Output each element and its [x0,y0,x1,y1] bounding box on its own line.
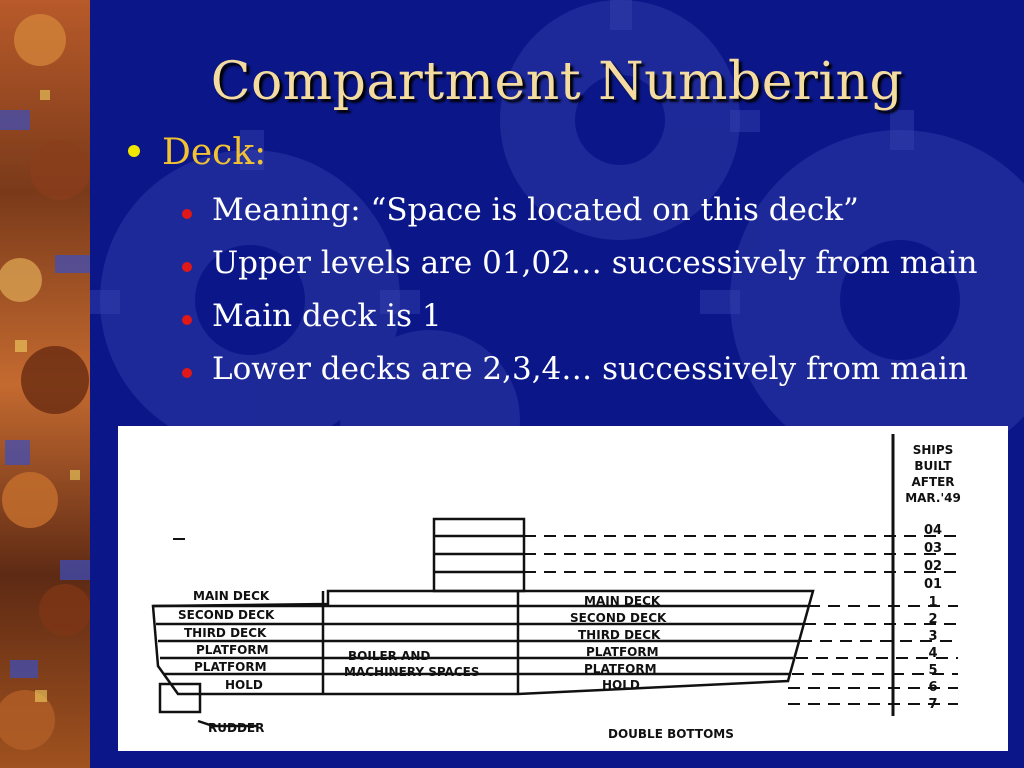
sub-bullet-lower-decks [182,351,968,387]
label-third-deck-right: THIRD DECK [578,628,661,642]
bullet-deck-text: Deck: [162,132,267,173]
rudder-shape [160,684,200,712]
label-boiler: BOILER AND [348,649,431,663]
deck-number-6: 6 [928,680,938,695]
header-date: MAR.'49 [905,491,961,505]
sub-bullet-dot-icon [182,262,192,272]
label-platform-right-1: PLATFORM [586,645,659,659]
deck-number-04: 04 [923,523,943,538]
label-third-deck-left: THIRD DECK [184,626,267,640]
deck-number-7: 7 [928,697,938,712]
label-platform-right-2: PLATFORM [584,662,657,676]
label-platform-left-2: PLATFORM [194,660,267,674]
header-built: BUILT [914,459,952,473]
label-double-bottoms: DOUBLE BOTTOMS [608,727,734,741]
label-hold-left: HOLD [225,678,263,692]
bullet-dot-icon [128,145,140,157]
ship-deck-diagram [118,426,1008,751]
label-second-deck-right: SECOND DECK [570,611,667,625]
deck-number-2: 2 [928,612,938,627]
label-main-deck-right: MAIN DECK [584,594,661,608]
sub-bullet-text: Lower decks are 2,3,4… successively from main [212,351,968,387]
sub-bullet-text: Upper levels are 01,02… successively from main [212,245,978,281]
deck-number-02: 02 [923,559,943,574]
label-platform-left-1: PLATFORM [196,643,269,657]
sub-bullet-meaning [182,192,859,228]
deck-number-01: 01 [923,577,943,592]
header-ships: SHIPS [912,443,954,457]
sub-bullet-upper-levels [182,245,978,281]
deck-number-5: 5 [928,663,938,678]
label-rudder: RUDDER [208,721,265,735]
header-after: AFTER [911,475,955,489]
sub-bullet-text: Main deck is 1 [212,298,442,334]
decorative-side-strip [0,0,90,768]
deck-number-03: 03 [923,541,943,556]
sub-bullet-main-deck [182,298,442,334]
deck-number-3: 3 [928,629,938,644]
label-main-deck-left: MAIN DECK [193,589,270,603]
deck-number-1: 1 [928,595,938,610]
sub-bullet-dot-icon [182,368,192,378]
label-hold-right: HOLD [602,678,640,692]
sub-bullet-text: Meaning: “Space is located on this deck” [212,192,859,228]
slide-title: Compartment Numbering [210,52,904,112]
bullet-deck [128,132,266,173]
sub-bullet-dot-icon [182,209,192,219]
label-second-deck-left: SECOND DECK [178,608,275,622]
label-machinery-spaces: MACHINERY SPACES [344,665,480,679]
deck-number-4: 4 [928,646,938,661]
sub-bullet-dot-icon [182,315,192,325]
